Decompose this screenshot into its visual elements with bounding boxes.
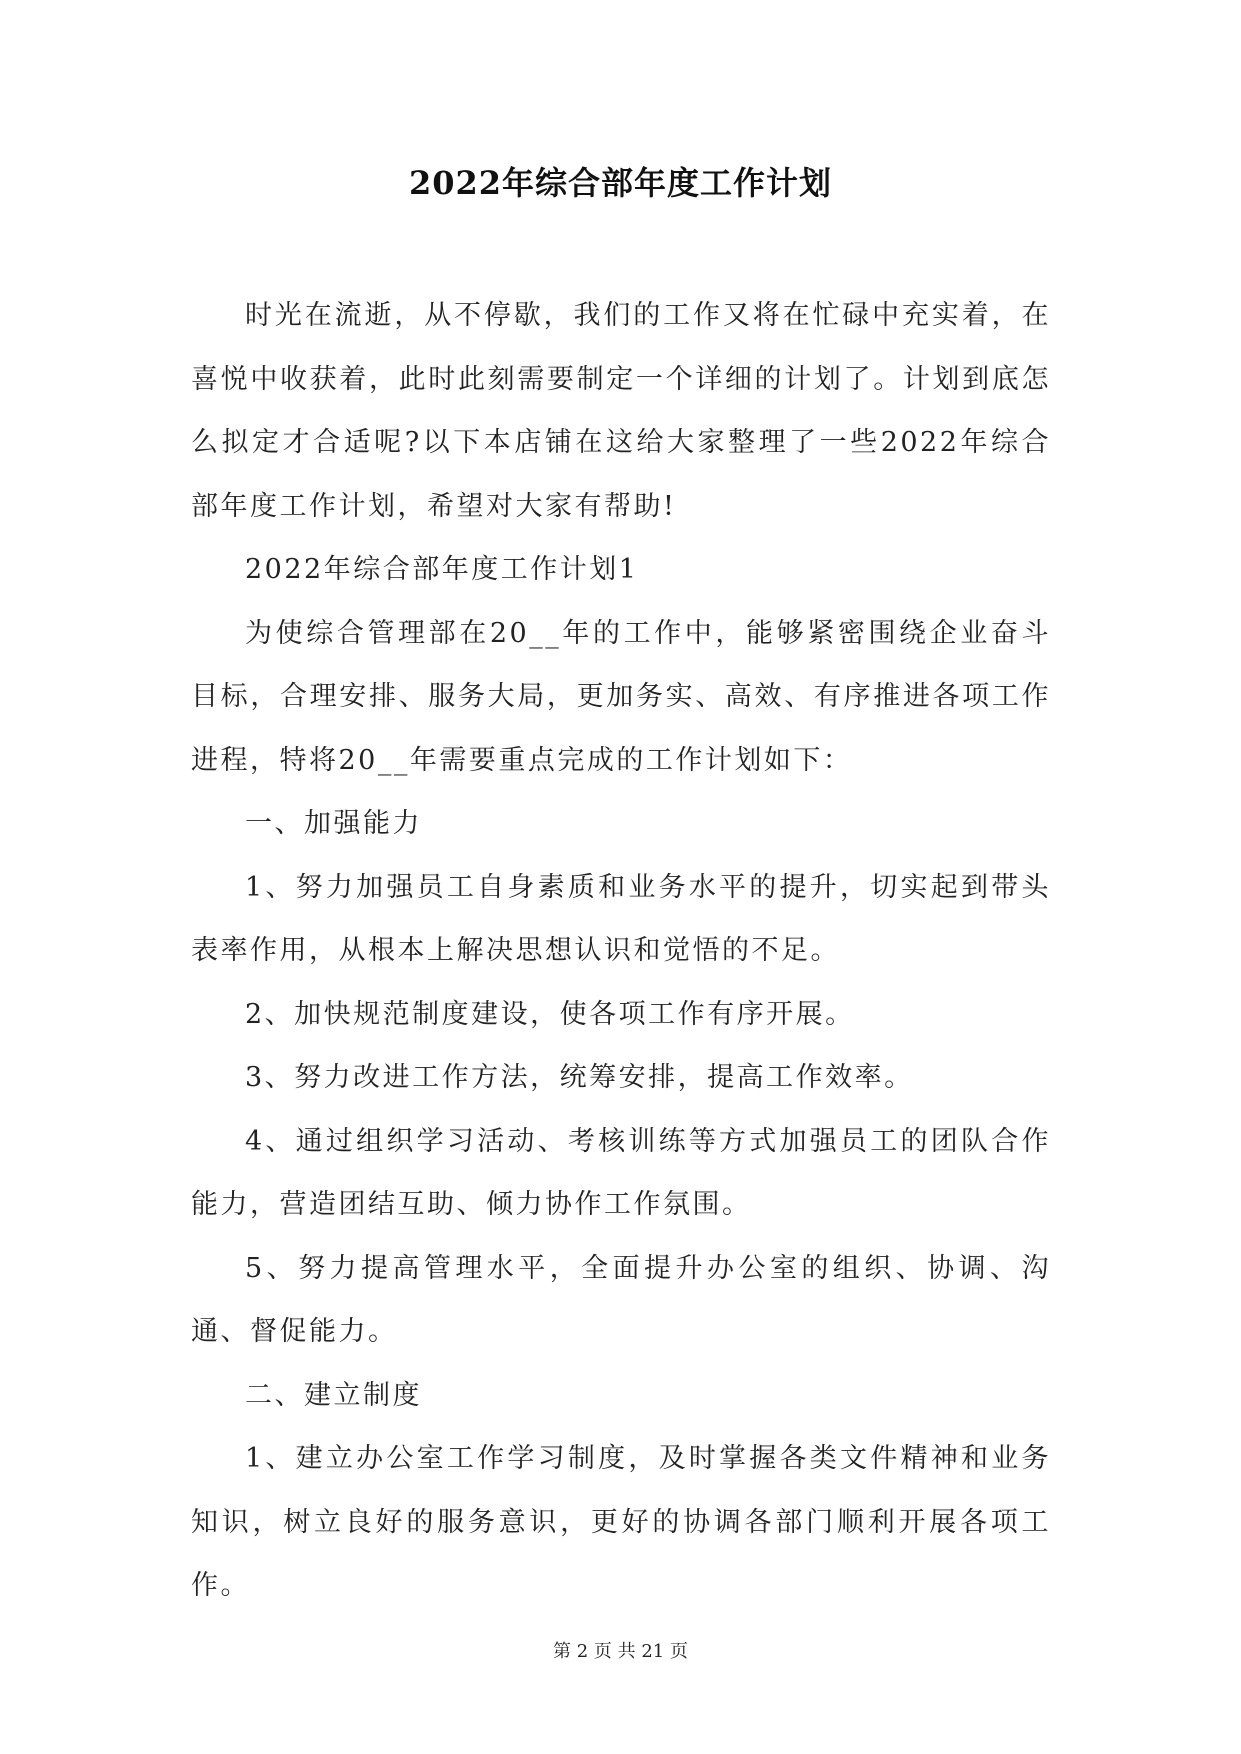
document-body	[191, 284, 1051, 1618]
section-heading-1: 一、加强能力	[245, 808, 422, 839]
list-item: 2、加快规范制度建设，使各项工作有序开展。	[245, 998, 855, 1030]
page-footer	[0, 1637, 1241, 1663]
list-item: 5、努力提高管理水平，全面提升办公室的组织、协调、沟通、督促能力。	[191, 1252, 1051, 1347]
section-heading-2: 二、建立制度	[245, 1379, 422, 1411]
list-item: 1、努力加强员工自身素质和业务水平的提升，切实起到带头表率作用，从根本上解决思想认识和觉悟的不足。	[191, 871, 1051, 966]
page-number: 第 2 页 共 21 页	[553, 1641, 688, 1662]
list-item: 3、努力改进工作方法，统筹安排，提高工作效率。	[245, 1062, 914, 1093]
paragraph-plan-heading: 2022年综合部年度工作计划1	[245, 554, 639, 585]
list-item: 4、通过组织学习活动、考核训练等方式加强员工的团队合作能力，营造团结互助、倾力协作工作氛围。	[191, 1125, 1051, 1220]
page-title: 2022年综合部年度工作计划	[408, 164, 833, 202]
list-item: 1、建立办公室工作学习制度，及时掌握各类文件精神和业务知识，树立良好的服务意识，更好的协调各部门顺利开展各项工作。	[191, 1443, 1051, 1601]
paragraph-purpose: 为使综合管理部在20__年的工作中，能够紧密围绕企业奋斗目标，合理安排、服务大局，更加务实、高效、有序推进各项工作进程，特将20__年需要重点完成的工作计划如下：	[191, 617, 1051, 776]
paragraph-intro: 时光在流逝，从不停歇，我们的工作又将在忙碌中充实着，在喜悦中收获着，此时此刻需要制定一个详细的计划了。计划到底怎么拟定才合适呢?以下本店铺在这给大家整理了一些2022年综合部年度工作计划，希望对大家有帮助!	[191, 300, 1051, 522]
